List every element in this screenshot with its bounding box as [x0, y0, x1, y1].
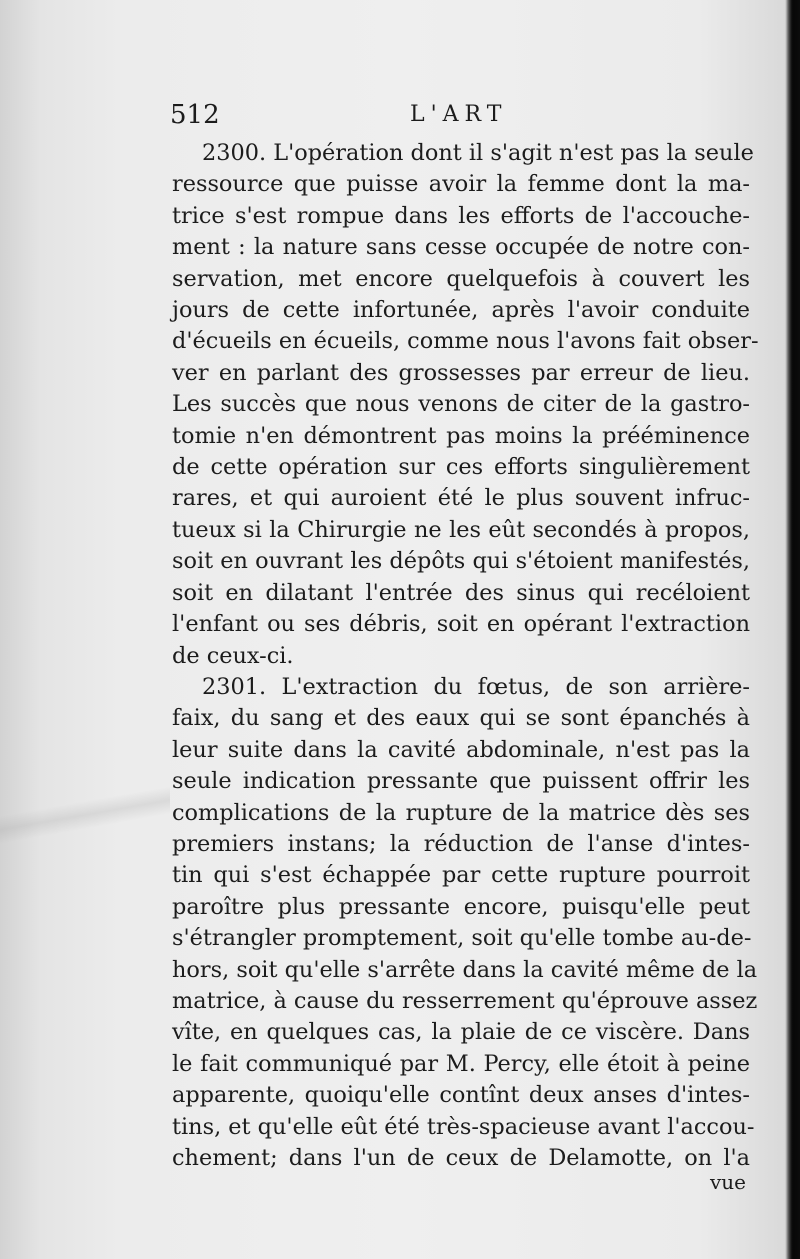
text-line: vîte, en quelques cas, la plaie de ce viscère. Dans [172, 1019, 750, 1046]
text-line: matrice, à cause du resserrement qu'éprouve assez [172, 987, 758, 1014]
page-edge-shadow [786, 0, 800, 1259]
text-line: paroître plus pressante encore, puisqu'elle peut [172, 893, 750, 920]
text-line: apparente, quoiqu'elle contînt deux anses d'intes- [172, 1082, 750, 1109]
text-line: tins, et qu'elle eût été très-spacieuse avant l'accou- [172, 1113, 755, 1140]
text-line: de cette opération sur ces efforts singulièrement [172, 454, 750, 481]
text-line: tin qui s'est échappée par cette rupture pourroit [172, 862, 750, 889]
text-line: l'enfant ou ses débris, soit en opérant l'extraction [172, 611, 750, 638]
text-line: soit en dilatant l'entrée des sinus qui recéloient [172, 579, 750, 606]
text-line: 2301. L'extraction du fœtus, de son arrière- [202, 673, 750, 700]
catchword: vue [710, 1170, 747, 1194]
text-line: premiers instans; la réduction de l'anse d'intes- [172, 830, 750, 857]
text-line: de ceux-ci. [172, 642, 294, 669]
text-line: complications de la rupture de la matrice dès ses [172, 799, 750, 826]
text-line: jours de cette infortunée, après l'avoir conduite [172, 297, 750, 324]
body-text [172, 138, 759, 1174]
text-line: tueux si la Chirurgie ne les eût secondés à propos, [172, 516, 750, 543]
text-line: faix, du sang et des eaux qui se sont épanchés à [172, 705, 750, 732]
paper-fold-shadow [0, 760, 170, 870]
page-header [170, 100, 530, 136]
text-line: hors, soit qu'elle s'arrête dans la cavité même de la [172, 956, 758, 983]
text-line: ver en parlant des grossesses par erreur de lieu. [172, 359, 750, 386]
text-line: Les succès que nous venons de citer de la gastro- [172, 391, 750, 418]
text-line: trice s'est rompue dans les efforts de l'accouche- [172, 202, 750, 229]
text-line: s'étrangler promptement, soit qu'elle tombe au-de- [172, 925, 752, 952]
text-line: 2300. L'opération dont il s'agit n'est pas la seule [202, 140, 754, 166]
text-line: chement; dans l'un de ceux de Delamotte, on l'a [172, 1145, 750, 1171]
text-line: ressource que puisse avoir la femme dont la ma- [172, 171, 750, 198]
page-number: 512 [170, 100, 220, 130]
text-line: le fait communiqué par M. Percy, elle étoit à peine [172, 1050, 750, 1077]
text-line: rares, et qui auroient été le plus souvent infruc- [172, 485, 750, 512]
text-line: d'écueils en écueils, comme nous l'avons fait obser- [172, 328, 759, 355]
text-line: servation, met encore quelquefois à couvert les [172, 265, 750, 292]
text-line: tomie n'en démontrent pas moins la prééminence [172, 422, 750, 449]
running-title: L'ART [410, 102, 508, 127]
text-line: soit en ouvrant les dépôts qui s'étoient manifestés, [172, 548, 750, 575]
text-line: ment : la nature sans cesse occupée de notre con- [172, 234, 750, 261]
text-line: seule indication pressante que puissent offrir les [172, 768, 750, 795]
text-line: leur suite dans la cavité abdominale, n'est pas la [172, 736, 750, 763]
